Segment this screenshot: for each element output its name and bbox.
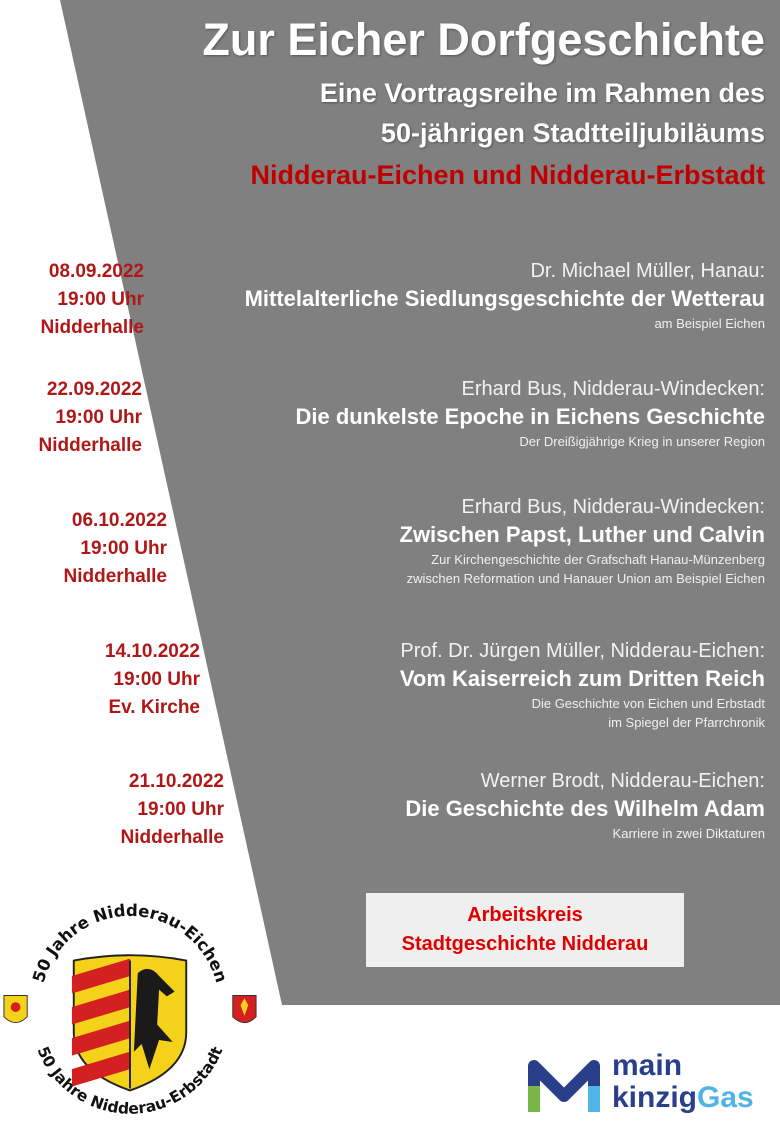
event-speaker: Dr. Michael Müller, Hanau: bbox=[530, 260, 765, 282]
event-date-block bbox=[39, 376, 142, 460]
mainkinziggas-sponsor-logo bbox=[528, 1050, 780, 1120]
event-subtitle: Karriere in zwei Diktaturen bbox=[612, 826, 765, 841]
event-venue: Ev. Kirche bbox=[108, 697, 200, 718]
sponsor-text-gas: Gas bbox=[697, 1081, 754, 1114]
event-time: 19:00 Uhr bbox=[137, 799, 224, 820]
m-logo-icon bbox=[528, 1056, 600, 1116]
event-talk bbox=[405, 768, 765, 843]
event-subtitle: im Spiegel der Pfarrchronik bbox=[608, 715, 765, 730]
event-time: 19:00 Uhr bbox=[55, 407, 142, 428]
event-subtitle: am Beispiel Eichen bbox=[654, 316, 765, 331]
event-date: 14.10.2022 bbox=[104, 641, 200, 662]
event-subtitle: Der Dreißigjährige Krieg in unserer Region bbox=[519, 434, 765, 449]
jubilee-bottom-text: 50 Jahre Nidderau-Erbstadt bbox=[33, 1043, 227, 1118]
organizer-line-1: Arbeitskreis bbox=[467, 904, 583, 926]
event-venue: Nidderhalle bbox=[120, 827, 224, 848]
organizer-box bbox=[366, 893, 684, 967]
event-talk bbox=[400, 638, 765, 732]
event-subtitle: zwischen Reformation und Hanauer Union am Beispiel Eichen bbox=[406, 571, 765, 586]
event-talk bbox=[296, 376, 765, 451]
event-date: 21.10.2022 bbox=[128, 771, 224, 792]
event-title: Die dunkelste Epoche in Eichens Geschichte bbox=[295, 404, 765, 429]
event-title: Vom Kaiserreich zum Dritten Reich bbox=[399, 666, 765, 691]
poster-subtitle-2: 50-jährigen Stadtteiljubiläums bbox=[380, 118, 765, 148]
event-venue: Nidderhalle bbox=[63, 566, 167, 587]
event-date: 08.09.2022 bbox=[48, 261, 144, 282]
event-time: 19:00 Uhr bbox=[113, 669, 200, 690]
event-speaker: Werner Brodt, Nidderau-Eichen: bbox=[480, 770, 765, 792]
event-talk bbox=[400, 494, 766, 588]
event-speaker: Erhard Bus, Nidderau-Windecken: bbox=[461, 378, 765, 400]
sponsor-text-kinzig: kinzig bbox=[612, 1081, 698, 1114]
poster-locations: Nidderau-Eichen und Nidderau-Erbstadt bbox=[250, 160, 765, 190]
event-venue: Nidderhalle bbox=[40, 317, 144, 338]
event-title: Die Geschichte des Wilhelm Adam bbox=[405, 796, 765, 821]
event-speaker: Prof. Dr. Jürgen Müller, Nidderau-Eichen: bbox=[400, 640, 765, 662]
event-title: Mittelalterliche Siedlungsgeschichte der Wetterau bbox=[244, 286, 765, 311]
event-date: 22.09.2022 bbox=[46, 379, 142, 400]
event-talk bbox=[245, 258, 765, 333]
sponsor-text-main: main bbox=[612, 1049, 683, 1082]
jubilee-coat-of-arms-logo bbox=[2, 895, 258, 1125]
sponsor-text-kinziggas bbox=[612, 1082, 754, 1114]
event-date-block bbox=[121, 768, 224, 852]
event-title: Zwischen Papst, Luther und Calvin bbox=[399, 522, 765, 547]
event-speaker: Erhard Bus, Nidderau-Windecken: bbox=[461, 496, 765, 518]
event-subtitle: Die Geschichte von Eichen und Erbstadt bbox=[531, 696, 765, 711]
event-date-block bbox=[41, 258, 144, 342]
event-subtitle: Zur Kirchengeschichte der Grafschaft Hanau-Münzenberg bbox=[431, 552, 765, 567]
event-date-block bbox=[105, 638, 200, 722]
event-date-block bbox=[64, 507, 167, 591]
svg-text:50 Jahre Nidderau-Eichen: 50 Jahre Nidderau-Eichen bbox=[28, 900, 232, 985]
event-date: 06.10.2022 bbox=[71, 510, 167, 531]
event-time: 19:00 Uhr bbox=[80, 538, 167, 559]
event-time: 19:00 Uhr bbox=[57, 289, 144, 310]
poster-subtitle-1: Eine Vortragsreihe im Rahmen des bbox=[319, 78, 765, 108]
poster-title: Zur Eicher Dorfgeschichte bbox=[202, 14, 765, 65]
organizer-line-2: Stadtgeschichte Nidderau bbox=[401, 933, 649, 955]
event-venue: Nidderhalle bbox=[38, 435, 142, 456]
